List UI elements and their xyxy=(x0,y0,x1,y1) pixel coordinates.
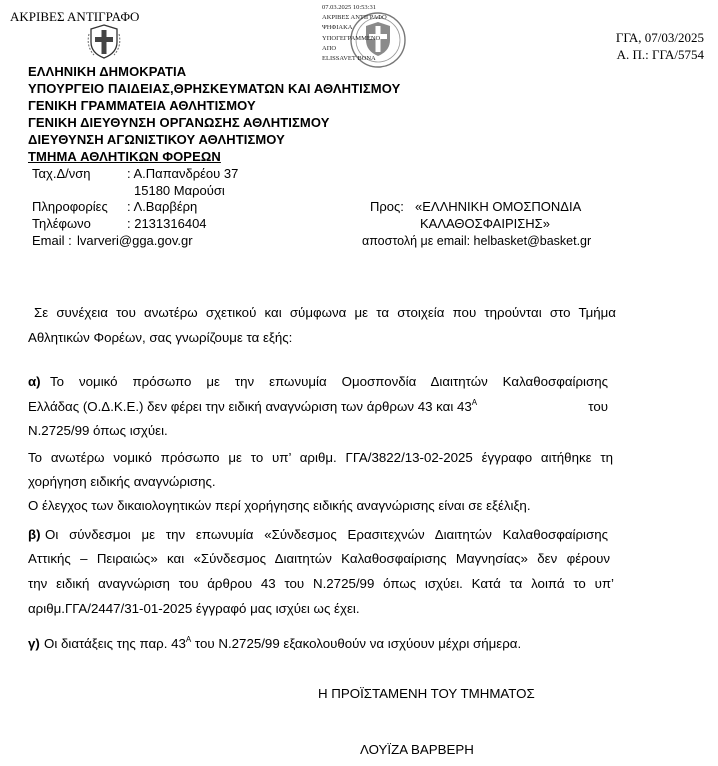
protocol-number: Α. Π.: ΓΓΑ/5754 xyxy=(616,47,704,62)
item-a-text: χορήγηση ειδικής αναγνώρισης. xyxy=(28,474,216,489)
recipient-name: ΚΑΛΑΘΟΣΦΑΙΡΙΣΗΣ» xyxy=(420,216,550,231)
item-a-text: Ν.2725/99 όπως ισχύει. xyxy=(28,423,168,438)
item-a-text-part: Ελλάδας (Ο.Δ.Κ.Ε.) δεν φέρει την ειδική αναγνώριση των άρθρων 43 και $43^A$ xyxy=(28,398,478,414)
header-line: ΓΕΝΙΚΗ ΔΙΕΥΘΥΝΣΗ ΟΡΓΑΝΩΣΗΣ ΑΘΛΗΤΙΣΜΟΥ xyxy=(28,115,330,130)
signature-name: ΛΟΥΪΖΑ ΒΑΡΒΕΡΗ xyxy=(360,742,474,757)
header-line: ΔΙΕΥΘΥΝΣΗ ΑΓΩΝΙΣΤΙΚΟΥ ΑΘΛΗΤΙΣΜΟΥ xyxy=(28,132,285,147)
address-postcode: 15180 Μαρούσι xyxy=(134,183,225,198)
item-a-label: α) xyxy=(28,374,41,389)
item-a-text-part: του xyxy=(588,399,608,414)
stamp-line: ΑΚΡΙΒΕΣ ΑΝΤΙΓΡΑΦΟ xyxy=(322,14,387,22)
item-a-text: Ο έλεγχος των δικαιολογητικών περί χορήγησης ειδικής αναγνώρισης είναι σε εξέλιξη. xyxy=(28,498,531,513)
recipient-label: Προς: xyxy=(370,199,404,214)
info-value: : Λ.Βαρβέρη xyxy=(127,199,198,214)
item-b-text: Αττικής – Πειραιώς» και «Σύνδεσμος Διαιτητών Καλαθοσφαίρισης Μαγνησίας» δεν φέρουν xyxy=(28,551,610,566)
signature-title: Η ΠΡΟΪΣΤΑΜΕΝΗ ΤΟΥ ΤΜΗΜΑΤΟΣ xyxy=(318,686,535,701)
header-line: ΥΠΟΥΡΓΕΙΟ ΠΑΙΔΕΙΑΣ,ΘΡΗΣΚΕΥΜΑΤΩΝ ΚΑΙ ΑΘΛΗΤΙΣΜΟΥ xyxy=(28,81,401,96)
header-line: ΕΛΛΗΝΙΚΗ ΔΗΜΟΚΡΑΤΙΑ xyxy=(28,64,187,79)
item-b-text: αριθμ.ΓΓΑ/2447/31-01-2025 έγγραφό μας ισχύει ως έχει. xyxy=(28,601,360,616)
intro-paragraph: Αθλητικών Φορέων, σας γνωρίζουμε τα εξής: xyxy=(28,330,293,345)
phone-label: Τηλέφωνο xyxy=(32,216,91,231)
recipient-name: «ΕΛΛΗΝΙΚΗ ΟΜΟΣΠΟΝΔΙΑ xyxy=(415,199,582,214)
intro-paragraph: Σε συνέχεια του ανωτέρω σχετικού και σύμφωνα με τα στοιχεία που τηρούνται στο Τμήμα xyxy=(34,305,616,320)
certified-copy-label: ΑΚΡΙΒΕΣ ΑΝΤΙΓΡΑΦΟ xyxy=(10,9,140,24)
stamp-line: ΨΗΦΙΑΚΑ xyxy=(322,24,353,32)
item-b-label: β) xyxy=(28,527,41,542)
greek-emblem-icon xyxy=(86,22,122,60)
stamp-line: ELISSAVET BONA xyxy=(322,55,376,63)
item-b-text: Οι σύνδεσμοι με την επωνυμία «Σύνδεσμος Ερασιτεχνών Διαιτητών Καλαθοσφαίρισης xyxy=(45,527,608,542)
department-name: ΤΜΗΜΑ ΑΘΛΗΤΙΚΩΝ ΦΟΡΕΩΝ xyxy=(28,149,221,164)
address-value: : Α.Παπανδρέου 37 xyxy=(127,166,239,181)
stamp-line: 07.03.2025 10:53:31 xyxy=(322,4,376,11)
address-label: Ταχ.Δ/νση xyxy=(32,166,91,181)
item-a-text xyxy=(28,399,608,414)
item-c-text: Οι διατάξεις της παρ. $43^A$ του Ν.2725/99 εξακολουθούν να ισχύουν μέχρι σήμερα. xyxy=(44,635,522,651)
item-a-text: Το ανωτέρω νομικό πρόσωπο με το υπ’ αριθμ. ΓΓΑ/3822/13-02-2025 έγγραφο αιτήθηκε τη xyxy=(28,450,613,465)
stamp-line: ΑΠΟ xyxy=(322,44,337,52)
email-label: Email : xyxy=(32,233,72,248)
email-value: lvarveri@gga.gov.gr xyxy=(77,233,193,248)
recipient-email: αποστολή με email: helbasket@basket.gr xyxy=(362,234,592,248)
digital-signature-stamp xyxy=(322,2,412,68)
item-c-label: γ) xyxy=(28,636,40,651)
item-b-text: την ειδική αναγνώριση του άρθρου 43 του Ν.2725/99 όπως ισχύει. Κατά τα λοιπά το υπ’ xyxy=(28,576,614,591)
info-label: Πληροφορίες xyxy=(32,199,108,214)
stamp-line: ΥΠΟΓΕΓΡΑΜΜΕΝΟ xyxy=(322,34,381,42)
phone-value: : 2131316404 xyxy=(127,216,207,231)
header-line: ΓΕΝΙΚΗ ΓΡΑΜΜΑΤΕΙΑ ΑΘΛΗΤΙΣΜΟΥ xyxy=(28,98,256,113)
item-a-text: Το νομικό πρόσωπο με την επωνυμία Ομοσπονδία Διαιτητών Καλαθοσφαίρισης xyxy=(50,374,608,389)
document-date: ΓΓΑ, 07/03/2025 xyxy=(615,30,704,45)
